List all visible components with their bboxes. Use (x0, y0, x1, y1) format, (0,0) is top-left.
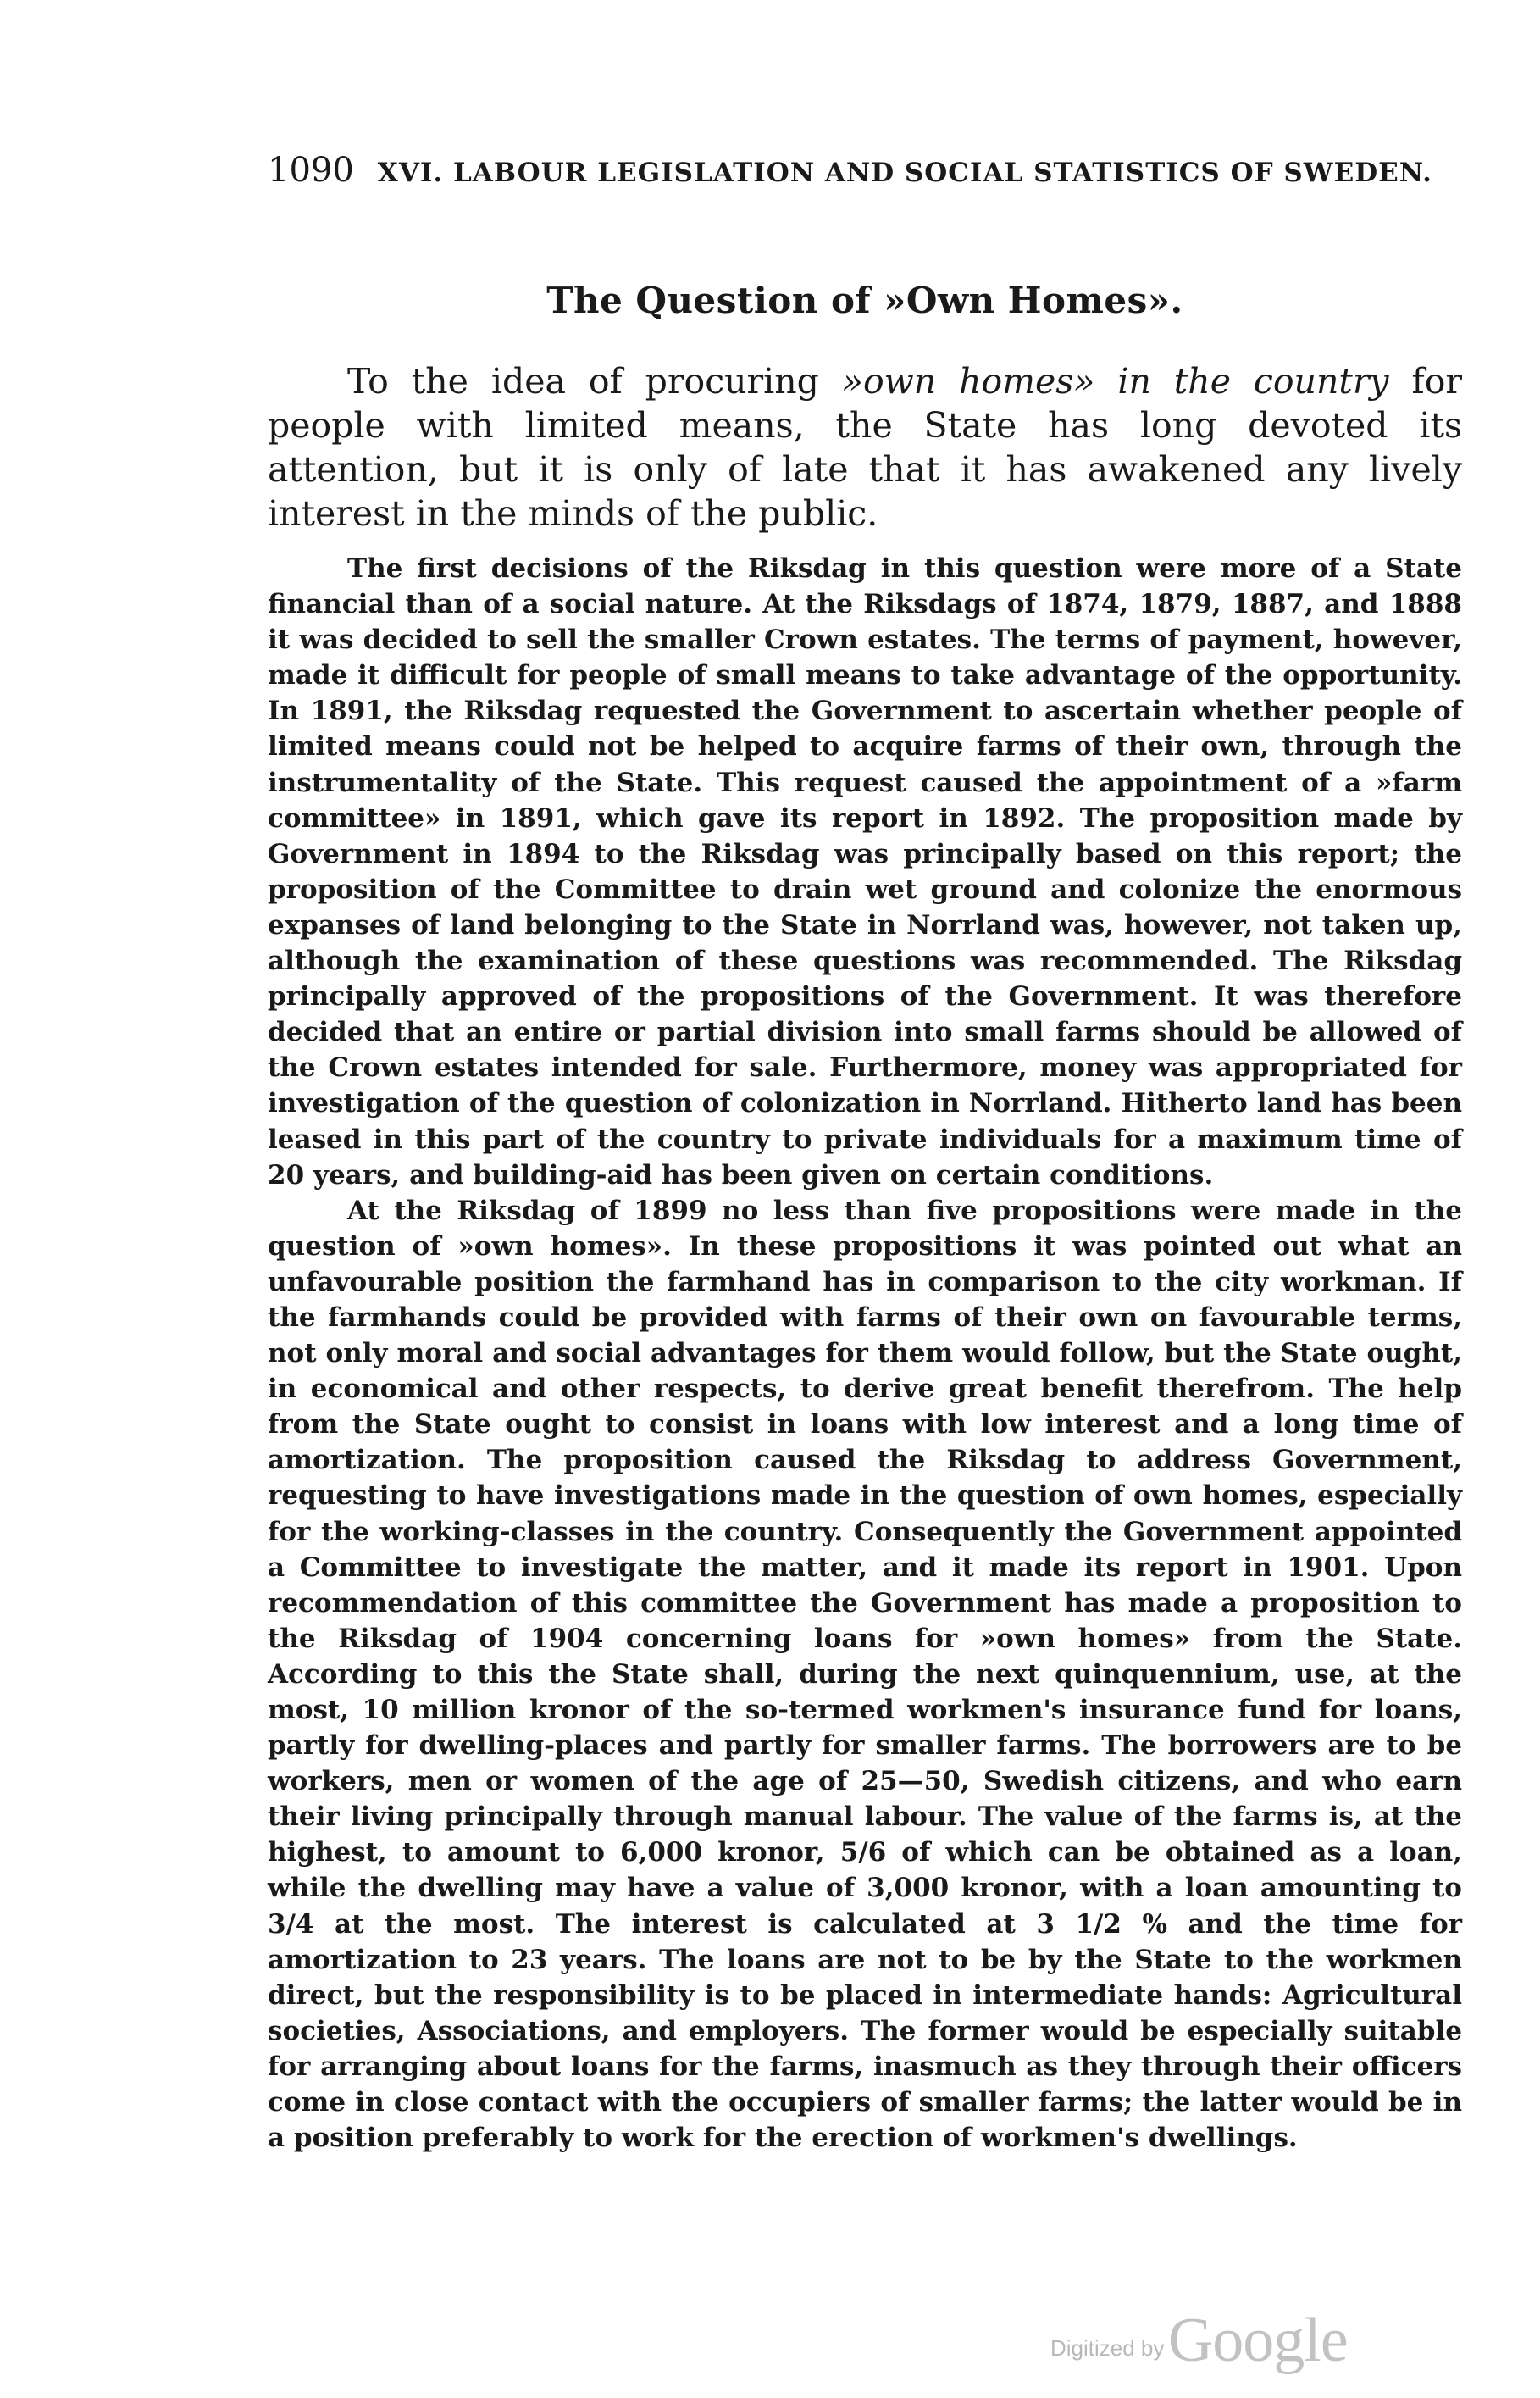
digitized-watermark (1050, 2305, 1348, 2377)
body-paragraph: The first decisions of the Riksdag in this question were more of a State financial than of a social nature. At the Riksdags of 1874, 1879, 1887, and 1888 it was decided to sell the smaller Crown estates. The terms of payment, however, made it difficult for people of small means to take advantage of the opportunity. In 1891, the Riksdag requested the Government to ascertain whether people of limited means could not be helped to acquire farms of their own, through the instrumentality of the State. This request caused the appointment of a »farm committee» in 1891, which gave its report in 1892. The proposition made by Government in 1894 to the Riksdag was principally based on this report; the proposition of the Committee to drain wet ground and colonize the enormous expanses of land belonging to the State in Norrland was, however, not taken up, although the examination of these questions was recommended. The Riksdag principally approved of the propositions of the Government. It was therefore decided that an entire or partial division into small farms should be allowed of the Crown estates intended for sale. Furthermore, money was appropriated for investigation of the question of colonization in Norrland. Hitherto land has been leased in this part of the country to private individuals for a maximum time of 20 years, and building-aid has been given on certain conditions. (268, 553, 1462, 1191)
intro-paragraph (268, 359, 1462, 536)
body-text (268, 551, 1462, 2156)
intro-text-end: for people with limited means, the State has long devoted its attention, but it is only of late that it has awakened any lively interest in the minds of the public. (268, 361, 1462, 534)
page-number: 1090 (268, 151, 354, 190)
running-title: XVI. LABOUR LEGISLATION AND SOCIAL STATISTICS OF SWEDEN. (377, 158, 1432, 188)
section-title: The Question of »Own Homes». (546, 280, 1183, 321)
running-header (268, 151, 1432, 190)
intro-text-start: To the idea of procuring (347, 361, 842, 402)
google-logo: Google (1167, 2306, 1348, 2375)
body-paragraph: At the Riksdag of 1899 no less than five propositions were made in the question of »own homes». In these propositions it was pointed out what an unfavourable position the farmhand has in comparison to the city workman. If the farmhands could be provided with farms of their own on favourable terms, not only moral and social advantages for them would follow, but the State ought, in economical and other respects, to derive great benefit therefrom. The help from the State ought to consist in loans with low interest and a long time of amortization. The proposition caused the Riksdag to address Government, requesting to have investigations made in the question of own homes, especially for the working-classes in the country. Consequently the Government appointed a Committee to investigate the matter, and it made its report in 1901. Upon recommendation of this committee the Government has made a proposition to the Riksdag of 1904 concerning loans for »own homes» from the State. According to this the State shall, during the next quinquennium, use, at the most, 10 million kronor of the so-termed workmen's insurance fund for loans, partly for dwelling-places and partly for smaller farms. The borrowers are to be workers, men or women of the age of 25—50, Swedish citizens, and who earn their living principally through manual labour. The value of the farms is, at the highest, to amount to 6,000 kronor, 5/6 of which can be obtained as a loan, while the dwelling may have a value of 3,000 kronor, with a loan amounting to 3/4 at the most. The interest is calculated at 3 1/2 % and the time for amortization to 23 years. The loans are not to be by the State to the workmen direct, but the responsibility is to be placed in intermediate hands: Agricultural societies, Associations, and employers. The former would be especially suitable for arranging about loans for the farms, inasmuch as they through their officers come in close contact with the occupiers of smaller farms; the latter would be in a position preferably to work for the erection of workmen's dwellings. (268, 1195, 1462, 2154)
intro-italic-phrase: »own homes» in the country (841, 361, 1389, 402)
watermark-prefix: Digitized by (1050, 2335, 1165, 2361)
